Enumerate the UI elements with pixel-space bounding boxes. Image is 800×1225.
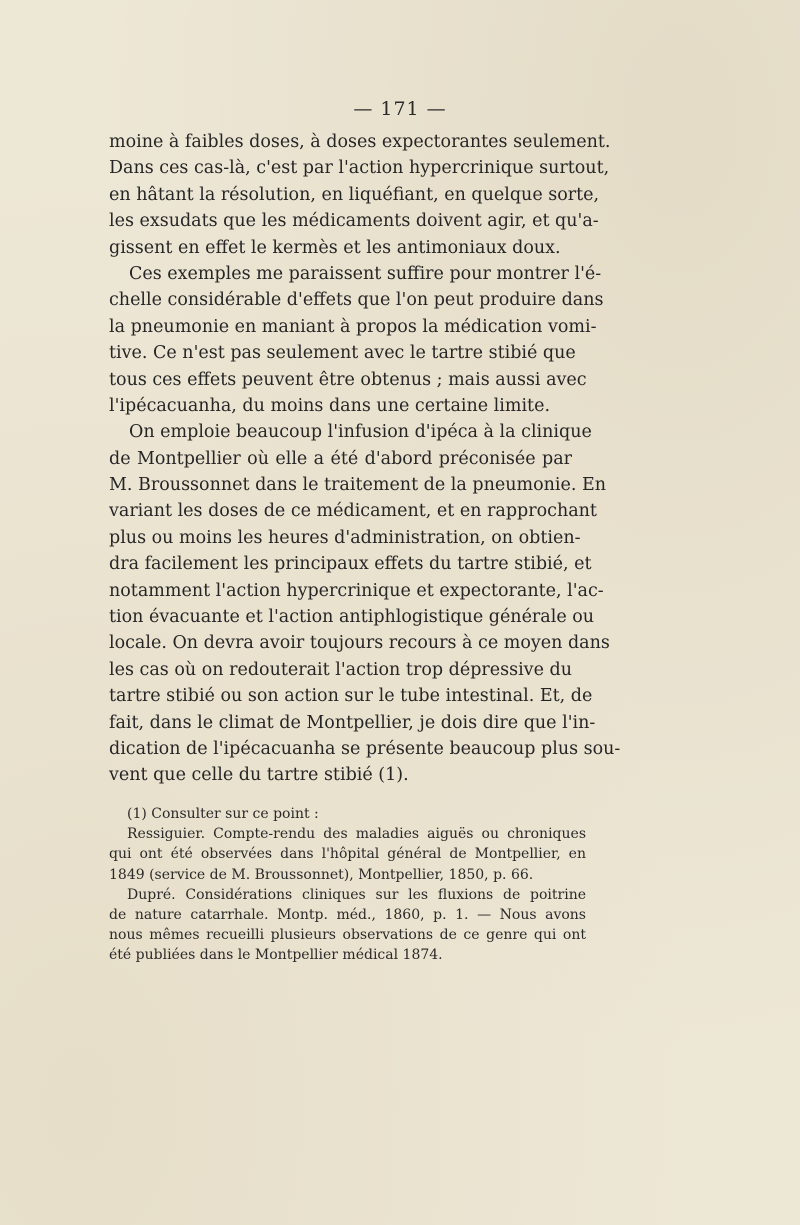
text-line: vent que celle du tartre stibié (1). bbox=[109, 765, 409, 786]
text-line: les exsudats que les médicaments doivent agir, et qu'a- bbox=[109, 211, 599, 232]
text-line: tive. Ce n'est pas seulement avec le tartre stibié que bbox=[109, 343, 576, 364]
text-line: plus ou moins les heures d'administration, on obtien- bbox=[109, 527, 581, 548]
text-line: l'ipécacuanha, du moins dans une certaine limite. bbox=[109, 395, 551, 416]
text-line: Dupré. Considérations cliniques sur les fluxions de poitrine bbox=[127, 886, 586, 903]
footnote bbox=[109, 804, 586, 824]
text-line: tartre stibié ou son action sur le tube intestinal. Et, de bbox=[109, 686, 593, 707]
text-line: de nature catarrhale. Montp. méd., 1860, p. 1. — Nous avons bbox=[109, 906, 586, 923]
text-line: Ces exemples me paraissent suffire pour montrer l'é- bbox=[129, 263, 602, 284]
text-line: gissent en effet le kermès et les antimoniaux doux. bbox=[109, 237, 561, 258]
main-text bbox=[109, 129, 621, 789]
page-number: — 171 — bbox=[353, 98, 447, 120]
text-line: tous ces effets peuvent être obtenus ; mais aussi avec bbox=[109, 369, 587, 390]
text-line: la pneumonie en maniant à propos la médication vomi- bbox=[109, 316, 597, 337]
footnotes bbox=[109, 804, 586, 966]
text-line: M. Broussonnet dans le traitement de la pneumonie. En bbox=[109, 475, 607, 496]
text-line: qui ont été observées dans l'hôpital général de Montpellier, en bbox=[109, 846, 586, 863]
text-line: notamment l'action hypercrinique et expectorante, l'ac- bbox=[109, 580, 604, 601]
text-line: Dans ces cas-là, c'est par l'action hypercrinique surtout, bbox=[109, 158, 610, 179]
text-line: tion évacuante et l'action antiphlogistique générale ou bbox=[109, 607, 595, 628]
paragraph bbox=[109, 261, 604, 419]
text-line: locale. On devra avoir toujours recours à ce moyen dans bbox=[109, 633, 610, 654]
text-line: été publiées dans le Montpellier médical 1874. bbox=[109, 947, 443, 964]
text-line: chelle considérable d'effets que l'on peut produire dans bbox=[109, 290, 604, 311]
paragraph bbox=[109, 419, 621, 788]
text-line: variant les doses de ce médicament, et en rapprochant bbox=[109, 501, 597, 522]
text-line: fait, dans le climat de Montpellier, je dois dire que l'in- bbox=[109, 712, 596, 733]
footnote bbox=[109, 824, 586, 885]
text-line: moine à faibles doses, à doses expectorantes seulement. bbox=[109, 132, 611, 152]
text-line: Ressiguier. Compte-rendu des maladies aiguës ou chroniques bbox=[127, 826, 586, 843]
text-line: (1) Consulter sur ce point : bbox=[127, 806, 319, 822]
text-line: de Montpellier où elle a été d'abord préconisée par bbox=[109, 448, 572, 469]
text-line: dra facilement les principaux effets du tartre stibié, et bbox=[109, 554, 592, 575]
text-line: nous mêmes recueilli plusieurs observations de ce genre qui ont bbox=[109, 927, 586, 944]
footnote bbox=[109, 885, 586, 966]
text-line: en hâtant la résolution, en liquéfiant, en quelque sorte, bbox=[109, 184, 600, 205]
text-line: les cas où on redouterait l'action trop dépressive du bbox=[109, 659, 572, 680]
paragraph bbox=[109, 129, 611, 261]
text-line: 1849 (service de M. Broussonnet), Montpellier, 1850, p. 66. bbox=[109, 866, 534, 883]
text-line: dication de l'ipécacuanha se présente beaucoup plus sou- bbox=[109, 738, 621, 759]
text-line: On emploie beaucoup l'infusion d'ipéca à la clinique bbox=[129, 422, 592, 443]
